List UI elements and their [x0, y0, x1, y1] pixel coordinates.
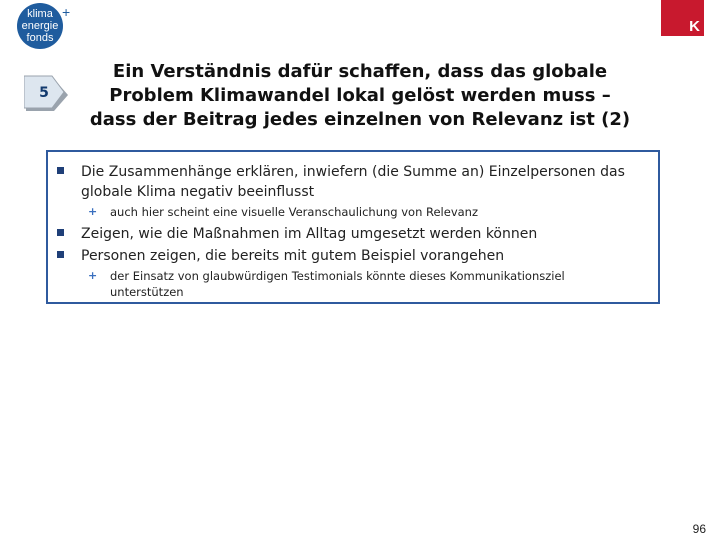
plus-bullet-icon: + [88, 269, 98, 282]
bullet-rest: inwiefern (die Summe an) Einzelpersonen das globale Klima negativ beeinflusst [81, 164, 625, 200]
title-line-1: Ein Verständnis dafür schaffen, dass das globale [112, 61, 608, 82]
title-line-3: dass der Beitrag jedes einzelnen von Relevanz ist (2) [89, 109, 631, 130]
logo-word-1: klima [27, 8, 53, 20]
klima-energie-fonds-logo [10, 2, 88, 52]
sub-bullet-text: der Einsatz von glaubwürdigen Testimonials könnte dieses Kommunikationsziel unterstützen [110, 269, 565, 299]
square-bullet-icon [57, 229, 64, 236]
page-number: 96 [692, 522, 706, 536]
step-badge [24, 73, 70, 119]
sub-bullet-item [88, 204, 630, 220]
logo-word-3: fonds [26, 32, 54, 44]
title-line-2: Problem Klimawandel lokal gelöst werden muss – [109, 85, 611, 106]
bullet-lead: Die Zusammenhänge erklären, [81, 164, 299, 180]
bullet-item [48, 224, 641, 244]
sub-bullet-text: auch hier scheint eine visuelle Veranschaulichung von Relevanz [110, 205, 479, 219]
bullet-item [48, 246, 641, 266]
plus-bullet-icon: + [88, 205, 98, 218]
bullet-item [48, 162, 641, 202]
bullet-text [81, 162, 641, 202]
corner-brand-badge [661, 0, 704, 36]
content-box [46, 150, 660, 304]
bullet-text: Zeigen, wie die Maßnahmen im Alltag umgesetzt werden können [81, 226, 538, 242]
logo-word-2: energie [21, 20, 59, 32]
square-bullet-icon [57, 251, 64, 258]
sub-bullet-item [88, 268, 630, 300]
square-bullet-icon [57, 167, 64, 174]
slide-title [80, 60, 640, 132]
step-number: 5 [39, 85, 49, 101]
logo-plus: + [62, 4, 71, 20]
corner-badge-glyph: K [689, 18, 700, 35]
bullet-text: Personen zeigen, die bereits mit gutem Beispiel vorangehen [81, 248, 505, 264]
